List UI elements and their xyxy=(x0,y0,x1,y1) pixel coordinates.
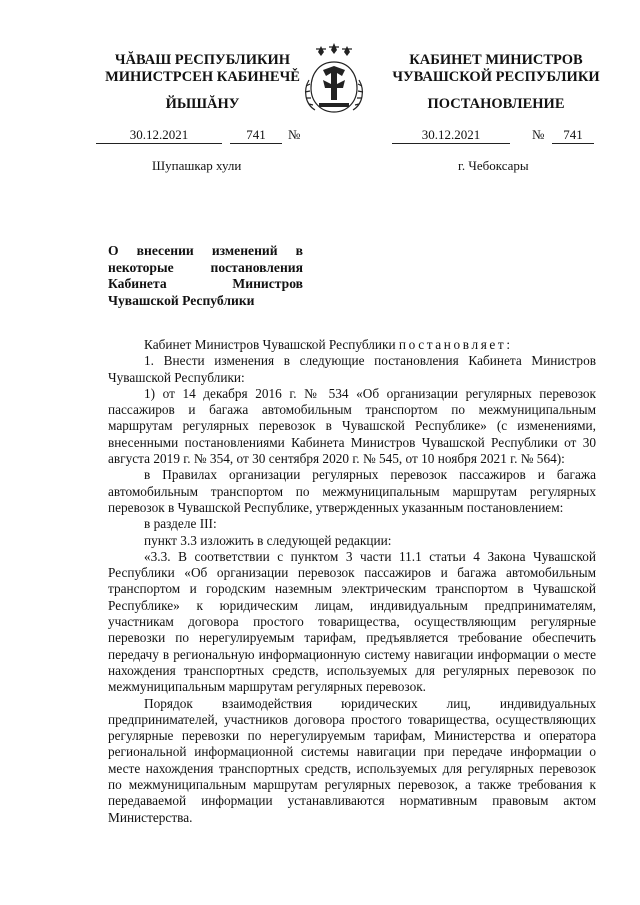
intro-text: Кабинет Министров Чувашской Республики xyxy=(144,337,399,352)
body-paragraph-3: в Правилах организации регулярных перевозок пассажиров и багажа автомобильным транспортом по межмуниципальным маршрутам регулярных перевозок в Чувашской Республике, утвержденных указанным постановлением: xyxy=(108,467,596,515)
right-number-sign: № xyxy=(532,127,545,142)
coat-of-arms-icon xyxy=(301,40,367,116)
header-right-line1: КАБИНЕТ МИНИСТРОВ xyxy=(409,52,583,68)
right-city: г. Чебоксары xyxy=(458,158,529,173)
body-paragraph-2: 1) от 14 декабря 2016 г. № 534 «Об организации регулярных перевозок пассажиров и багажа автомобильным транспортом по межмуниципальным маршрутам регулярных перевозок в Чувашской Республике» (с изменениями, внесенными постановлениями Кабинета Министров Чувашской Республики от 30 августа 2019 г. № 354, от 30 сентября 2020 г. № 545, от 10 ноября 2021 г. № 564): xyxy=(108,385,596,467)
left-number: 741 xyxy=(230,127,282,144)
header-left-doc-type: ЙЫШĂНУ xyxy=(165,96,240,112)
header-left-line2: МИНИСТРСЕН КАБИНЕЧĚ xyxy=(105,69,300,85)
header-right-org xyxy=(392,52,600,86)
header-left-line1: ЧĂВАШ РЕСПУБЛИКИН xyxy=(114,52,291,68)
body-paragraph-1: 1. Внести изменения в следующие постановления Кабинета Министров Чувашской Республики: xyxy=(108,353,596,385)
body-paragraph-4: в разделе III: xyxy=(144,516,217,532)
body-paragraph-5: пункт 3.3 изложить в следующей редакции: xyxy=(144,532,392,548)
header-right-doc-type: ПОСТАНОВЛЕНИЕ xyxy=(427,96,565,112)
body-paragraph-7: Порядок взаимодействия юридических лиц, индивидуальных предпринимателей, участников договора простого товарищества, осуществляющих регулярные перевозки по нерегулируемым тарифам, Министерства и оператора региональной информационной системы навигации при передаче информации о месте нахождения транспортных средств, используемых для регулярных перевозок по межмуниципальным маршрутам регулярных перевозок, а также требования к передаваемой информации устанавливаются нормативным правовым актом Министерства. xyxy=(108,695,596,825)
document-title: О внесении изменений в некоторые постановления Кабинета Министров Чувашской Республики xyxy=(108,243,303,308)
right-number: 741 xyxy=(552,127,594,144)
left-city: Шупашкар хули xyxy=(152,158,242,173)
intro-spaced-text: постановляет: xyxy=(398,337,513,352)
right-date: 30.12.2021 xyxy=(392,127,510,144)
left-date: 30.12.2021 xyxy=(96,127,222,144)
body-paragraph-6: «3.3. В соответствии с пунктом 3 части 11.1 статьи 4 Закона Чувашской Республики «Об организации перевозок пассажиров и багажа автомобильным транспортом и городским наземным электрическим транспортом в Чувашской Республике» к юридическим лицам, индивидуальным предпринимателям, участникам договора простого товарищества, осуществляющим регулярные перевозки по нерегулируемым тарифам, предъявляется требование обеспечить передачу в региональную информационную систему навигации информации о месте нахождения транспортных средств, используемых для регулярных перевозок по межмуниципальным маршрутам регулярных перевозок. xyxy=(108,548,596,695)
header-left-org xyxy=(100,52,305,86)
header-right-line2: ЧУВАШСКОЙ РЕСПУБЛИКИ xyxy=(392,69,600,85)
document-body xyxy=(108,337,596,826)
body-intro xyxy=(108,337,596,353)
left-number-sign: № xyxy=(288,127,301,142)
